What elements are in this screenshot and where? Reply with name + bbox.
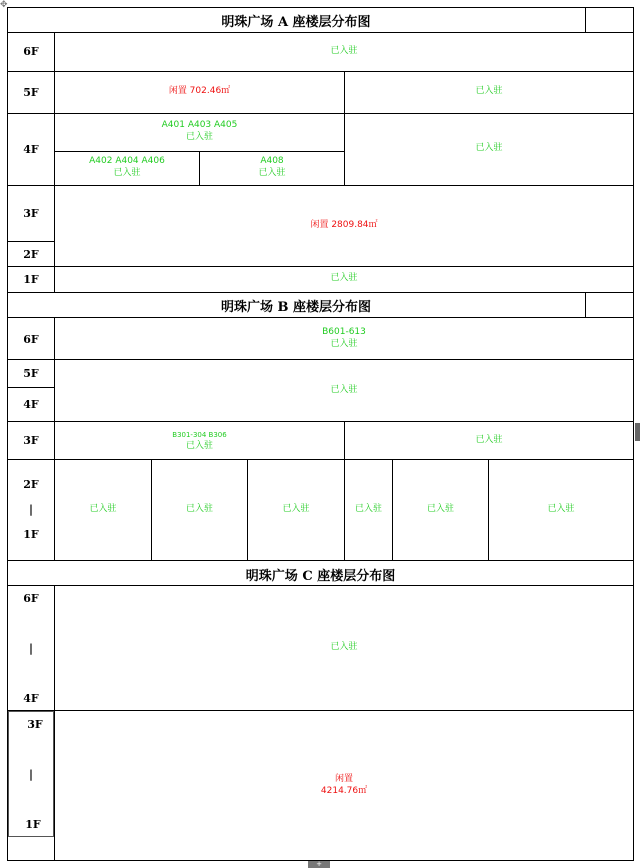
building-b-5f-4f-status: 已入驻 — [330, 385, 358, 395]
building-b-floor-1f: 1F — [23, 528, 39, 541]
building-c-6f-4f-status: 已入驻 — [330, 642, 358, 652]
building-b-title: 明珠广场 B 座楼层分布图 — [220, 300, 372, 315]
building-a-4f-br-status: 已入驻 — [258, 168, 286, 178]
building-a-title: 明珠广场 A 座楼层分布图 — [221, 15, 371, 30]
add-page-button[interactable]: + — [308, 861, 330, 868]
building-b-3f-right-status: 已入驻 — [475, 435, 503, 445]
building-b-3f-left-units: B301-304 B306 — [172, 431, 227, 439]
building-c-title: 明珠广场 C 座楼层分布图 — [245, 569, 396, 584]
building-a-6f-status: 已入驻 — [330, 46, 358, 56]
building-a-floor-1f: 1F — [23, 273, 39, 286]
building-a-floor-3f: 3F — [23, 207, 39, 220]
building-c-floor-6f: 6F — [23, 592, 39, 605]
building-c-floor-sep-2: | — [28, 768, 33, 781]
building-b-6f-units: B601-613 — [322, 327, 366, 337]
building-a-floor-5f: 5F — [23, 86, 39, 99]
building-b-2f-1f-cell-6: 已入驻 — [547, 504, 575, 514]
building-c-3f-1f-area: 4214.76㎡ — [320, 786, 368, 796]
building-a-floor-6f: 6F — [23, 45, 39, 58]
building-b-2f-1f-cell-4: 已入驻 — [354, 504, 382, 514]
building-b-floor-2f: 2F — [23, 478, 39, 491]
building-a-4f-br-units: A408 — [260, 156, 284, 166]
building-c-floor-4f: 4F — [23, 692, 39, 705]
building-b-2f-1f-cell-2: 已入驻 — [185, 504, 213, 514]
building-b-floor-3f: 3F — [23, 434, 39, 447]
table-move-handle-icon[interactable]: ✥ — [0, 0, 8, 10]
building-a-floor-4f: 4F — [23, 143, 39, 156]
building-b-floor-5f: 5F — [23, 367, 39, 380]
building-a-4f-right-status: 已入驻 — [475, 143, 503, 153]
building-b-floor-4f: 4F — [23, 398, 39, 411]
building-b-floor-sep: | — [28, 503, 33, 516]
building-a-3f-2f-status: 闲置 2809.84㎡ — [310, 220, 378, 230]
building-a-5f-left-status: 闲置 702.46㎡ — [168, 86, 231, 96]
building-a-4f-bl-status: 已入驻 — [113, 168, 141, 178]
building-c-floor-sep-1: | — [28, 642, 33, 655]
building-b-3f-left-status: 已入驻 — [185, 441, 213, 451]
building-b-2f-1f-cell-5: 已入驻 — [426, 504, 454, 514]
scrollbar-marker[interactable] — [635, 423, 640, 441]
building-c-floor-3f: 3F — [27, 718, 43, 731]
building-a-floor-2f: 2F — [23, 248, 39, 261]
building-c-floor-1f: 1F — [25, 818, 41, 831]
building-c-table — [7, 585, 634, 861]
building-a-4f-top-units: A401 A403 A405 — [161, 120, 238, 130]
building-c-3f-1f-status: 闲置 — [334, 774, 353, 784]
building-b-2f-1f-cell-3: 已入驻 — [282, 504, 310, 514]
building-b-6f-status: 已入驻 — [330, 339, 358, 349]
building-a-5f-right-status: 已入驻 — [475, 86, 503, 96]
building-b-floor-6f: 6F — [23, 333, 39, 346]
building-b-2f-1f-cell-1: 已入驻 — [89, 504, 117, 514]
building-a-4f-bl-units: A402 A404 A406 — [89, 156, 165, 166]
building-a-4f-top-status: 已入驻 — [185, 132, 213, 142]
building-a-1f-status: 已入驻 — [330, 273, 358, 283]
